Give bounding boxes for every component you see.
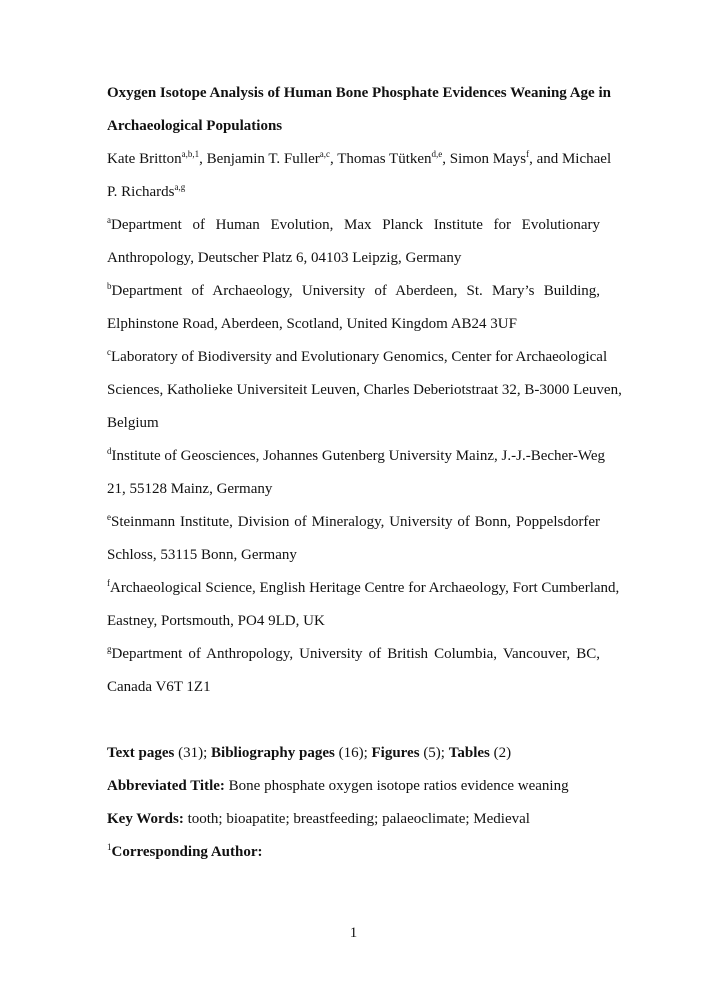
affiliation-text: Elphinstone Road, Aberdeen, Scotland, United Kingdom AB24 3UF <box>107 316 517 332</box>
affiliation-text: Eastney, Portsmouth, PO4 9LD, UK <box>107 613 325 629</box>
affiliation-line <box>107 407 600 440</box>
count-label: Text pages <box>107 745 175 761</box>
page-number: 1 <box>349 925 358 941</box>
paper-title-line-2: Archaeological Populations <box>107 118 283 134</box>
affiliation-text: Steinmann Institute, Division of Mineralogy, University of Bonn, Poppelsdorfer <box>111 514 600 530</box>
affiliation-sup: d <box>107 446 112 456</box>
affiliation-line <box>107 539 600 572</box>
author-list-cont <box>107 176 600 209</box>
author-affil-sup: f <box>526 149 530 159</box>
affiliation-text: Department of Anthropology, University of British Columbia, Vancouver, BC, <box>111 646 600 662</box>
key-words-value: tooth; bioapatite; breastfeeding; palaeoclimate; Medieval <box>183 811 530 827</box>
page-counts <box>107 737 600 770</box>
affiliation-text: Laboratory of Biodiversity and Evolutionary Genomics, Center for Archaeological <box>111 349 608 365</box>
key-words <box>107 803 600 836</box>
affiliation-line <box>107 440 605 473</box>
author-separator: , and Michael <box>529 151 612 167</box>
author-affil-sup: a,c <box>319 149 331 159</box>
affiliation-text: Anthropology, Deutscher Platz 6, 04103 Leipzig, Germany <box>107 250 462 266</box>
affiliation-text: Department of Archaeology, University of Aberdeen, St. Mary’s Building, <box>111 283 600 299</box>
affiliation-line <box>107 473 600 506</box>
author-separator: , <box>442 151 450 167</box>
count-value: (31); <box>174 745 212 761</box>
corresponding-author <box>107 836 600 869</box>
author-affil-sup: d,e <box>431 149 443 159</box>
affiliation-text: Institute of Geosciences, Johannes Gutenberg University Mainz, J.-J.-Becher-Weg <box>111 448 605 464</box>
affiliation-sup: f <box>107 578 110 588</box>
affiliation-text: Sciences, Katholieke Universiteit Leuven, Charles Deberiotstraat 32, B-3000 Leuven, <box>107 382 622 398</box>
affiliation-sup: e <box>107 512 111 522</box>
count-value: (2) <box>489 745 512 761</box>
paper-page <box>107 77 622 869</box>
affiliation-line <box>107 209 600 242</box>
corresponding-label: Corresponding Author: <box>111 844 263 860</box>
count-label: Figures <box>371 745 420 761</box>
author-separator: , <box>199 151 207 167</box>
affiliation-line <box>107 605 600 638</box>
paper-title-line-1: Oxygen Isotope Analysis of Human Bone Phosphate Evidences Weaning Age in <box>107 85 611 101</box>
author-affil-sup: a,b,1 <box>181 149 200 159</box>
author-list <box>107 143 612 176</box>
key-words-label: Key Words: <box>107 811 184 827</box>
affiliation-line <box>107 506 600 539</box>
author-name: Benjamin T. Fuller <box>206 151 320 167</box>
author-separator: , <box>330 151 338 167</box>
author-name: Thomas Tütken <box>337 151 432 167</box>
count-value: (5); <box>419 745 449 761</box>
affiliation-line <box>107 308 600 341</box>
affiliation-line <box>107 242 600 275</box>
affiliation-sup: b <box>107 281 112 291</box>
affiliation-line <box>107 275 600 308</box>
author-name: Simon Mays <box>449 151 527 167</box>
count-label: Bibliography pages <box>211 745 335 761</box>
abbreviated-title-label: Abbreviated Title: <box>107 778 225 794</box>
count-label: Tables <box>448 745 490 761</box>
affiliation-text: Department of Human Evolution, Max Planck Institute for Evolutionary <box>111 217 600 233</box>
affiliation-text: 21, 55128 Mainz, Germany <box>107 481 273 497</box>
affiliation-sup: c <box>107 347 111 357</box>
author-name: P. Richards <box>107 184 175 200</box>
affiliations <box>107 209 622 704</box>
author-affil-sup: a,g <box>174 182 186 192</box>
count-value: (16); <box>334 745 372 761</box>
affiliation-text: Canada V6T 1Z1 <box>107 679 211 695</box>
affiliation-sup: g <box>107 644 112 654</box>
affiliation-text: Schloss, 53115 Bonn, Germany <box>107 547 297 563</box>
affiliation-line <box>107 638 600 671</box>
affiliation-line <box>107 671 600 704</box>
affiliation-line <box>107 374 622 407</box>
affiliation-line <box>107 341 608 374</box>
affiliation-sup: a <box>107 215 111 225</box>
author-name: Kate Britton <box>107 151 182 167</box>
abbreviated-title-value: Bone phosphate oxygen isotope ratios evidence weaning <box>224 778 569 794</box>
affiliation-line <box>107 572 620 605</box>
abbreviated-title <box>107 770 600 803</box>
affiliation-text: Belgium <box>107 415 159 431</box>
affiliation-text: Archaeological Science, English Heritage Centre for Archaeology, Fort Cumberland, <box>110 580 620 596</box>
corresponding-sup: 1 <box>107 842 112 852</box>
